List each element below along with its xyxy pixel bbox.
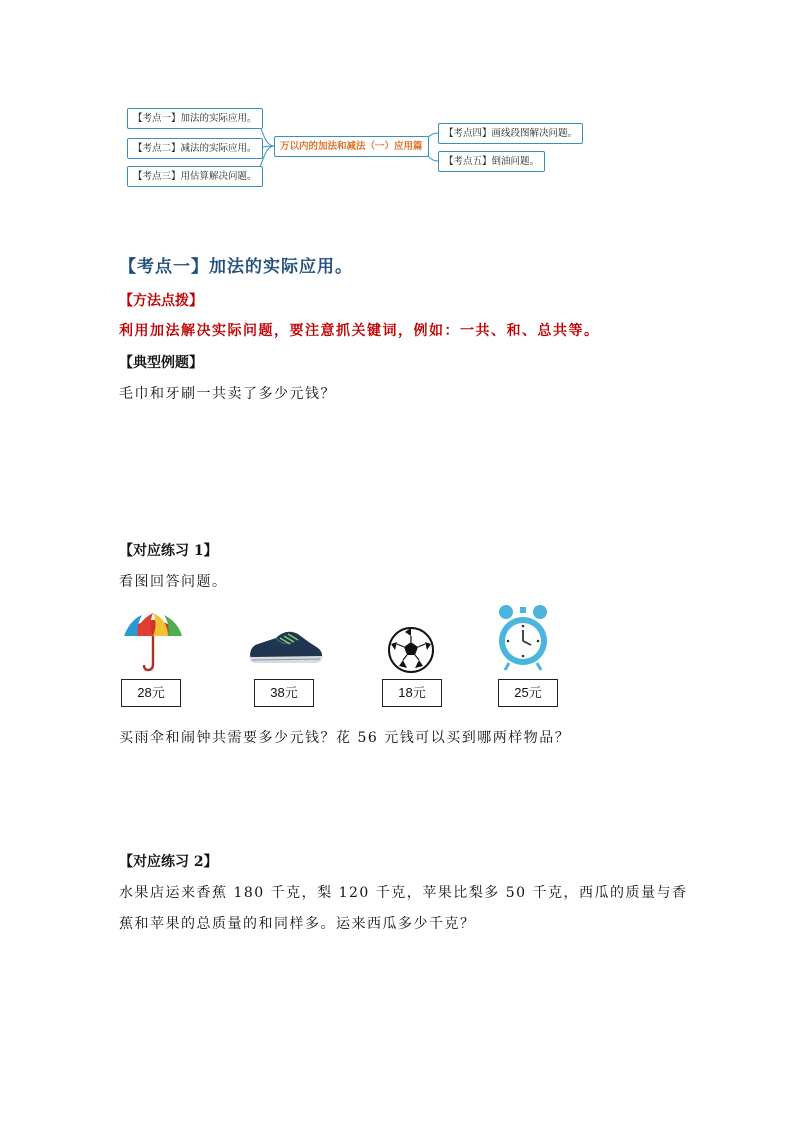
mindmap-left-node-3: 【考点三】用估算解决问题。 xyxy=(127,166,263,187)
mindmap-left-node-1: 【考点一】加法的实际应用。 xyxy=(127,108,263,129)
mindmap-left-node-2: 【考点二】减法的实际应用。 xyxy=(127,138,263,159)
mindmap-center-node: 万以内的加法和减法（一）应用篇 xyxy=(274,136,429,157)
mindmap-right-node-1: 【考点四】画线段图解决问题。 xyxy=(438,123,583,144)
umbrella-icon xyxy=(122,610,184,672)
example-heading: 【典型例题】 xyxy=(119,355,203,371)
practice2-line-1: 水果店运来香蕉 180 千克，梨 120 千克，苹果比梨多 50 千克，西瓜的质量与香 xyxy=(119,885,688,901)
alarm-clock-icon xyxy=(497,603,549,673)
price-umbrella: 28元 xyxy=(121,679,181,707)
mindmap-right-node-2: 【考点五】倒油问题。 xyxy=(438,151,545,172)
practice1-question: 买雨伞和闹钟共需要多少元钱？花 56 元钱可以买到哪两样物品？ xyxy=(119,730,571,746)
practice1-prompt: 看图回答问题。 xyxy=(119,574,228,590)
practice2-line-2: 蕉和苹果的总质量的和同样多。运来西瓜多少千克？ xyxy=(119,916,476,932)
price-soccer-ball: 18元 xyxy=(382,679,442,707)
practice1-heading: 【对应练习 1】 xyxy=(119,543,218,559)
section-title: 【考点一】加法的实际应用。 xyxy=(119,257,353,277)
method-heading: 【方法点拨】 xyxy=(119,293,203,309)
price-alarm-clock: 25元 xyxy=(498,679,558,707)
method-text: 利用加法解决实际问题，要注意抓关键词，例如：一共、和、总共等。 xyxy=(119,323,600,339)
example-question: 毛巾和牙刷一共卖了多少元钱？ xyxy=(119,386,336,402)
practice2-heading: 【对应练习 2】 xyxy=(119,854,218,870)
price-sneaker: 38元 xyxy=(254,679,314,707)
soccer-ball-icon xyxy=(387,626,435,674)
mind-map-connectors xyxy=(0,0,794,200)
sneaker-icon xyxy=(246,626,324,666)
